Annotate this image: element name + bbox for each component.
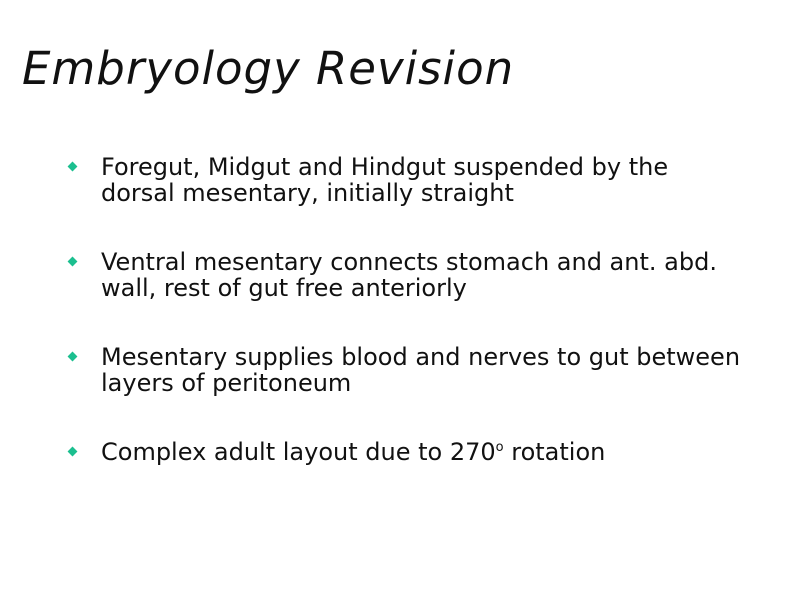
bullet-text: Foregut, Midgut and Hindgut suspended by the dorsal mesentary, initially straight <box>101 153 669 207</box>
bullet-item <box>66 344 746 396</box>
bullet-text: Mesentary supplies blood and nerves to gut between layers of peritoneum <box>101 343 741 397</box>
bullet-text: Ventral mesentary connects stomach and ant. abd. wall, rest of gut free anteriorly <box>101 248 717 302</box>
bullet-item <box>66 439 746 465</box>
slide-title: Embryology Revision <box>22 42 515 95</box>
diamond-bullet-icon <box>68 447 78 457</box>
degree-superscript: o <box>495 440 504 455</box>
bullet-text-main: Complex adult layout due to 270 <box>101 438 496 466</box>
bullet-item <box>66 249 746 301</box>
diamond-bullet-icon <box>68 352 78 362</box>
diamond-bullet-icon <box>68 257 78 267</box>
bullet-list <box>66 154 746 508</box>
bullet-text-tail: rotation <box>503 438 606 466</box>
diamond-bullet-icon <box>68 162 78 172</box>
bullet-item <box>66 154 746 206</box>
bullet-text <box>101 439 605 465</box>
